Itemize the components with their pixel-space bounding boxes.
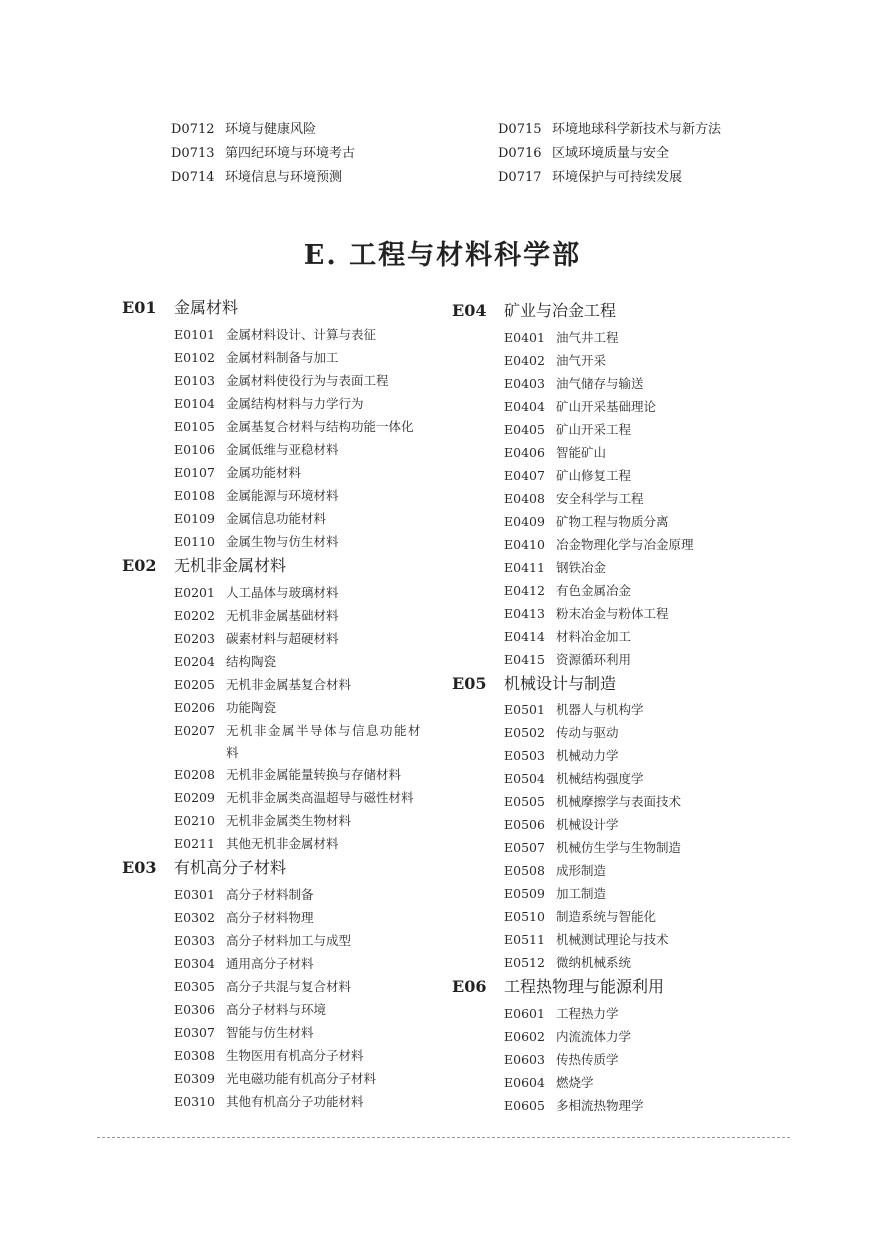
list-item: E0103 金属材料使役行为与表面工程 — [174, 373, 389, 388]
list-item: E0302 高分子材料物理 — [174, 910, 314, 925]
list-item: E0605 多相流热物理学 — [504, 1098, 644, 1113]
list-item: E0414 材料冶金加工 — [504, 629, 632, 644]
list-item: E0402 油气开采 — [504, 353, 607, 368]
list-item: E0409 矿物工程与物质分离 — [504, 514, 669, 529]
list-item: E0506 机械设计学 — [504, 817, 619, 832]
list-item: E0101 金属材料设计、计算与表征 — [174, 327, 377, 342]
list-item: E0307 智能与仿生材料 — [174, 1025, 314, 1040]
list-item: D0717 环境保护与可持续发展 — [498, 170, 683, 185]
dashed-divider — [97, 1137, 790, 1138]
section-heading-e03: E03 有机高分子材料 — [122, 858, 287, 877]
list-item: E0410 冶金物理化学与冶金原理 — [504, 537, 694, 552]
list-item: E0511 机械测试理论与技术 — [504, 932, 669, 947]
list-item: E0415 资源循环利用 — [504, 652, 632, 667]
list-item: E0503 机械动力学 — [504, 748, 619, 763]
list-item: E0508 成形制造 — [504, 863, 607, 878]
list-item: E0309 光电磁功能有机高分子材料 — [174, 1071, 377, 1086]
list-item: E0107 金属功能材料 — [174, 465, 302, 480]
list-item: E0202 无机非金属基础材料 — [174, 608, 339, 623]
list-item: E0110 金属生物与仿生材料 — [174, 534, 339, 549]
page-title: E. 工程与材料科学部 — [303, 240, 582, 271]
section-heading-e01: E01 金属材料 — [122, 298, 239, 317]
list-item: D0715 环境地球科学新技术与新方法 — [498, 122, 722, 137]
list-item: E0404 矿山开采基础理论 — [504, 399, 657, 414]
list-item: E0206 功能陶瓷 — [174, 700, 277, 715]
list-item: D0716 区域环境质量与安全 — [498, 146, 670, 161]
list-item: E0105 金属基复合材料与结构功能一体化 — [174, 419, 414, 434]
list-item: E0403 油气储存与输送 — [504, 376, 644, 391]
list-item: D0713 第四纪环境与环境考古 — [171, 146, 356, 161]
list-item: E0505 机械摩擦学与表面技术 — [504, 794, 682, 809]
list-item: E0104 金属结构材料与力学行为 — [174, 396, 364, 411]
list-item: D0714 环境信息与环境预测 — [171, 170, 343, 185]
list-item: E0305 高分子共混与复合材料 — [174, 979, 352, 994]
section-heading-e06: E06 工程热物理与能源利用 — [452, 977, 665, 996]
section-heading-e02: E02 无机非金属材料 — [122, 556, 287, 575]
list-item: E0405 矿山开采工程 — [504, 422, 632, 437]
list-item: E0502 传动与驱动 — [504, 725, 619, 740]
section-heading-e04: E04 矿业与冶金工程 — [452, 301, 617, 320]
list-item: E0310 其他有机高分子功能材料 — [174, 1094, 364, 1109]
list-item: E0507 机械仿生学与生物制造 — [504, 840, 682, 855]
list-item: E0210 无机非金属类生物材料 — [174, 813, 352, 828]
list-item: E0106 金属低维与亚稳材料 — [174, 442, 339, 457]
list-item: E0108 金属能源与环境材料 — [174, 488, 339, 503]
previous-section-tail — [0, 0, 885, 200]
list-item: E0211 其他无机非金属材料 — [174, 836, 339, 851]
list-item: E0109 金属信息功能材料 — [174, 511, 327, 526]
section-heading-e05: E05 机械设计与制造 — [452, 674, 617, 693]
list-item: E0308 生物医用有机高分子材料 — [174, 1048, 364, 1063]
list-item: E0102 金属材料制备与加工 — [174, 350, 339, 365]
list-item: E0407 矿山修复工程 — [504, 468, 632, 483]
list-item: E0304 通用高分子材料 — [174, 956, 314, 971]
list-item: E0306 高分子材料与环境 — [174, 1002, 327, 1017]
list-item: E0512 微纳机械系统 — [504, 955, 632, 970]
list-item: E0604 燃烧学 — [504, 1075, 594, 1090]
list-item: E0205 无机非金属基复合材料 — [174, 677, 352, 692]
list-item: E0603 传热传质学 — [504, 1052, 619, 1067]
list-item: E0510 制造系统与智能化 — [504, 909, 657, 924]
list-item: E0303 高分子材料加工与成型 — [174, 933, 352, 948]
list-item: E0408 安全科学与工程 — [504, 491, 644, 506]
list-item: E0501 机器人与机构学 — [504, 702, 644, 717]
list-item: E0411 钢铁冶金 — [504, 560, 607, 575]
list-item: E0203 碳素材料与超硬材料 — [174, 631, 339, 646]
list-item: E0209 无机非金属类高温超导与磁性材料 — [174, 790, 414, 805]
list-item: E0208 无机非金属能量转换与存储材料 — [174, 767, 402, 782]
list-item: E0201 人工晶体与玻璃材料 — [174, 585, 339, 600]
list-item: E0601 工程热力学 — [504, 1006, 619, 1021]
list-item: E0301 高分子材料制备 — [174, 887, 314, 902]
list-item: E0401 油气井工程 — [504, 330, 619, 345]
list-item: E0504 机械结构强度学 — [504, 771, 644, 786]
list-item: E0509 加工制造 — [504, 886, 607, 901]
list-item: E0413 粉末冶金与粉体工程 — [504, 606, 669, 621]
list-item: E0406 智能矿山 — [504, 445, 607, 460]
list-item: E0412 有色金属冶金 — [504, 583, 632, 598]
list-item: D0712 环境与健康风险 — [171, 122, 317, 137]
list-item: E0207 无机非金属半导体与信息功能材料 — [174, 723, 423, 760]
list-item: E0602 内流流体力学 — [504, 1029, 632, 1044]
list-item: E0204 结构陶瓷 — [174, 654, 277, 669]
